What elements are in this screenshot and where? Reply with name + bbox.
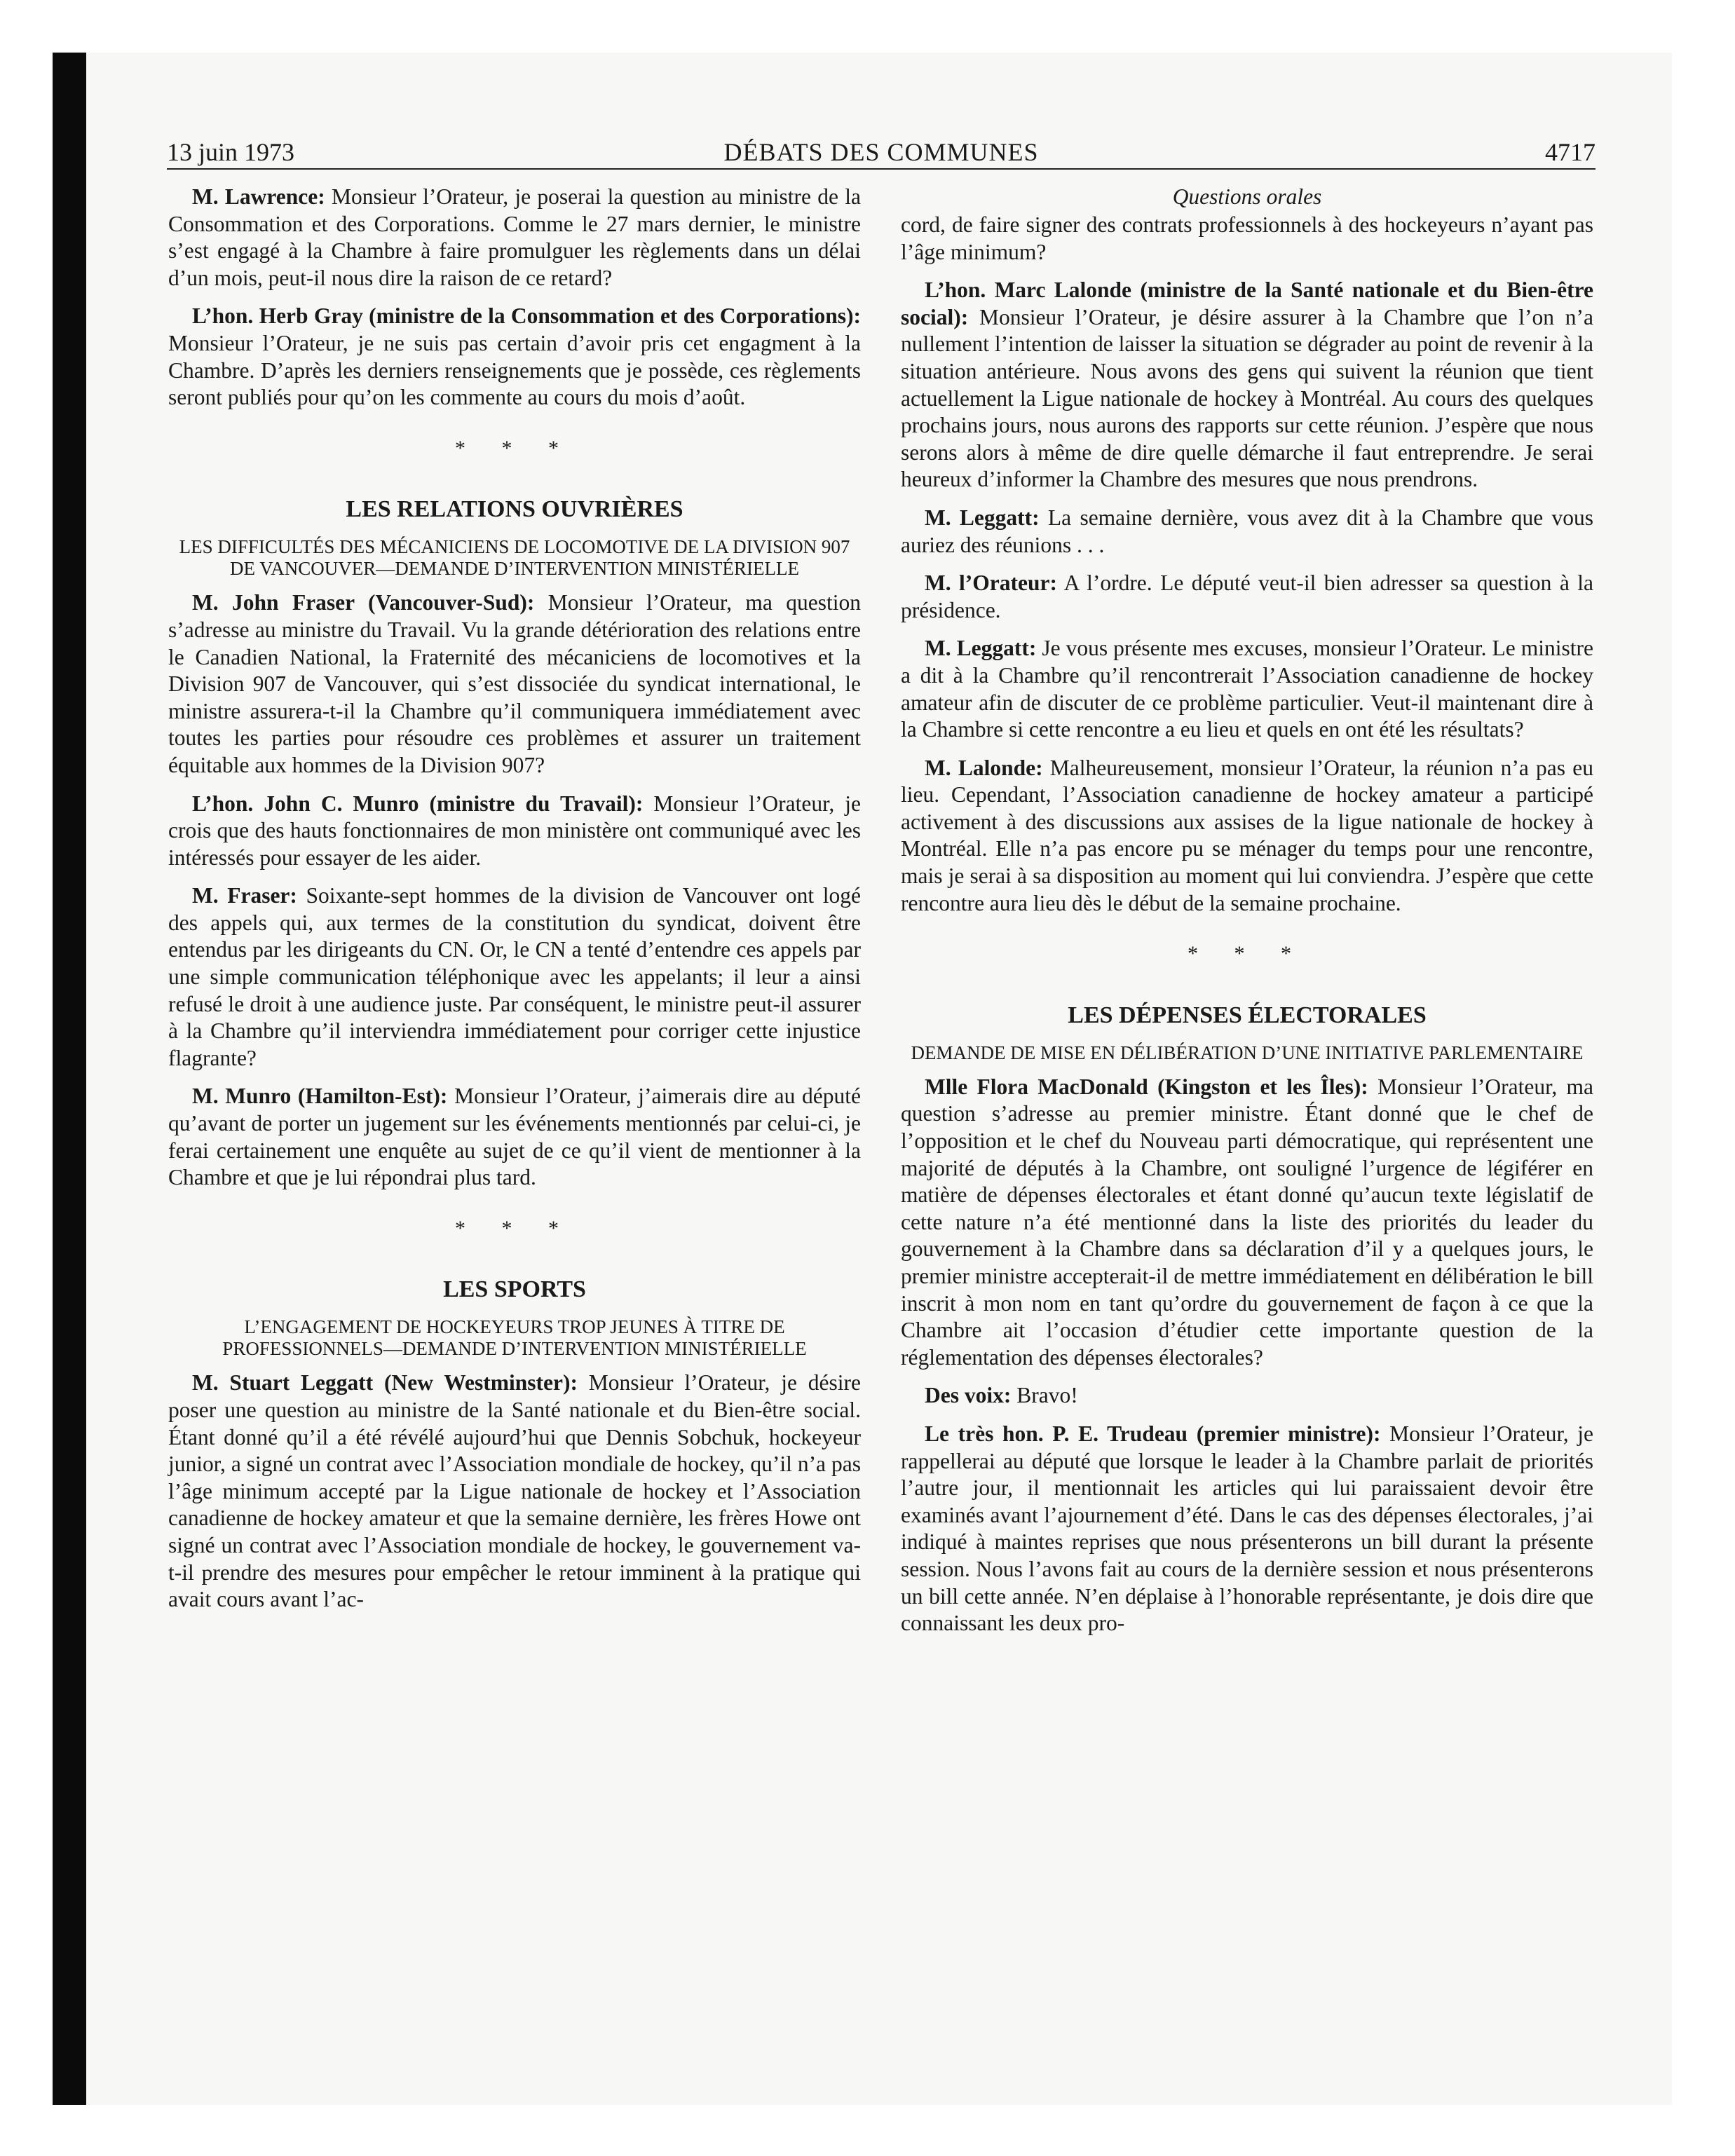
paragraph [901,635,1593,743]
header-date: 13 juin 1973 [167,138,295,166]
paragraph [901,1421,1593,1637]
speech-text: Monsieur l’Orateur, je poserai la question au ministre de la Consommation et des Corporations. Comme le 27 mars dernier, le ministre s’est engagé à la Chambre à faire promulguer les règlements dans un délai d’un mois, peut-il nous dire la raison de ce retard? [168,184,861,290]
speech-text: Monsieur l’Orateur, je ne suis pas certain d’avoir pris cet engagment à la Chambre. D’après les derniers renseignements que je possède, ces règlements seront publiés pour qu’on les commente au cours du mois d’août. [168,330,861,410]
column-section-label: Questions orales [1172,184,1322,209]
paragraph [168,791,861,872]
scan-edge-bar [53,53,86,2105]
speech-text: Monsieur l’Orateur, ma question s’adresse au premier ministre. Étant donné que le chef de l’opposition et le chef du Nouveau parti démocratique, qui représentent une majorité de députés à la Chambre, ont souligné l’urgence de légiférer en matière de dépenses électorales et étant donné qu’aucun texte législatif de cette nature n’a été mentionné dans la liste des priorités du leader du gouvernement à la Chambre dans sa déclaration d’il y a quelques jours, le premier ministre accepterait-il de mettre immédiatement en délibération le bill inscrit à mon nom en tant qu’ordre du gouvernement de façon à ce que la Chambre ait l’occasion d’étudier cette importante question de la réglementation des dépenses électorales? [901,1074,1593,1370]
speaker-name: M. Leggatt: [925,636,1037,661]
paragraph [168,303,861,411]
section-separator: * * * [1188,942,1307,966]
speech-text: A l’ordre. Le député veut-il bien adresser sa question à la présidence. [901,571,1593,622]
header-journal-title: DÉBATS DES COMMUNES [723,138,1039,166]
speech-text: Monsieur l’Orateur, je crois que des hauts fonctionnaires de mon ministère ont communiqué avec les intéressés pour essayer de les aider. [168,791,861,870]
speaker-name: M. Stuart Leggatt (New Westminster): [192,1370,578,1396]
speaker-name: Le très hon. P. E. Trudeau (premier ministre): [925,1421,1381,1446]
right-column [901,184,1593,1649]
speech-text: cord, de faire signer des contrats professionnels à des hockeyeurs n’ayant pas l’âge minimum? [901,212,1593,264]
speaker-name: L’hon. John C. Munro (ministre du Travail): [192,791,644,816]
paragraph [168,589,861,779]
speech-text: La semaine dernière, vous avez dit à la Chambre que vous auriez des réunions . . . [901,505,1593,557]
speech-text: Monsieur l’Orateur, je désire poser une question au ministre de la Santé nationale et du Bien-être social. Étant donné qu’il a été révélé aujourd’hui que Dennis Sobchuk, hockeyeur junior, a signé un contrat avec l’Association mondiale de hockey, qu’il n’a pas l’âge minimum accepté par la Ligue nationale de hockey et l’Association canadienne de hockey amateur et que la semaine dernière, les frères Howe ont signé un contrat avec l’Association mondiale de hockey, le gouvernement va-t-il prendre des mesures pour empêcher le retour imminent à la pratique qui avait cours avant l’ac- [168,1370,861,1612]
paragraph [901,570,1593,624]
speaker-name: L’hon. Herb Gray (ministre de la Consommation et des Corporations): [192,303,861,329]
paragraph [168,1370,861,1613]
paragraph [901,755,1593,917]
paragraph [168,184,861,292]
speaker-name: M. John Fraser (Vancouver-Sud): [192,590,535,615]
section-heading: LES DÉPENSES ÉLECTORALES [1068,1002,1427,1028]
section-subheading: L’ENGAGEMENT DE HOCKEYEURS TROP JEUNES À TITRE DE PROFESSIONNELS—DEMANDE D’INTERVENTION MINISTÉRIELLE [222,1316,807,1360]
speech-text: Soixante-sept hommes de la division de Vancouver ont logé des appels qui, aux termes de la constitution du syndicat, doivent être entendus par les dirigeants du CN. Or, le CN a tenté d’entendre ces appels par une simple communication téléphonique avec les appelants; il leur a ainsi refusé le droit à une audience juste. Par conséquent, le ministre peut-il assurer à la Chambre qu’il interviendra immédiatement pour corriger cette injustice flagrante? [168,883,862,1070]
paragraph [901,1382,1593,1410]
paragraph [901,1074,1593,1372]
paragraph [168,882,861,1072]
paragraph [168,1083,861,1191]
speech-text: Malheureusement, monsieur l’Orateur, la réunion n’a pas eu lieu. Cependant, l’Association canadienne de hockey amateur a participé activement à des discussions aux assises de la ligue nationale de hockey à Montréal. Elle n’a pas encore pu se ménager du temps pour une rencontre, mais je serai à sa disposition au moment qui lui conviendra. J’espère que cette rencontre aura lieu dès le début de la semaine prochaine. [901,755,1593,915]
speaker-name: Mlle Flora MacDonald (Kingston et les Îles): [925,1074,1368,1099]
speech-text: Bravo! [1011,1383,1078,1408]
speech-text: Monsieur l’Orateur, j’aimerais dire au député qu’avant de porter un jugement sur les événements mentionnés par celui-ci, je ferai certainement une enquête au sujet de ce qu’il vient de mentionner à la Chambre et que je lui répondrai plus tard. [168,1084,861,1190]
speaker-name: M. l’Orateur: [925,571,1057,596]
running-head [167,137,1595,168]
speaker-name: L’hon. Marc Lalonde (ministre de la Santé nationale et du Bien-être social): [901,278,1593,329]
speech-text: Monsieur l’Orateur, je rappellerai au député que lorsque le leader à la Chambre parlait de priorités l’autre jour, il mentionnait les articles qui lui paraissaient devoir être examinés avant l’ajournement d’été. Dans le cas des dépenses électorales, j’ai indiqué à maintes reprises que nous présenterons un bill durant la présente session. Nous l’avons fait au cours de la dernière session et nous présenterons un bill cette année. N’en déplaise à l’honorable représentante, je dois dire que connaissant les deux pro- [901,1421,1593,1636]
paragraph [901,505,1593,559]
speaker-name: M. Munro (Hamilton-Est): [192,1084,448,1109]
paragraph [901,277,1593,493]
speech-text: Monsieur l’Orateur, ma question s’adresse au ministre du Travail. Vu la grande détérioration des relations entre le Canadien National, la Fraternité des mécaniciens de locomotives et la Division 907 de Vancouver, qui s’est dissociée du syndicat international, le ministre assurera-t-il la Chambre qu’il communiquera immédiatement avec toutes les parties pour résoudre ces problèmes et assurer un traitement équitable aux hommes de la Division 907? [168,590,862,777]
section-subheading: DEMANDE DE MISE EN DÉLIBÉRATION D’UNE INITIATIVE PARLEMENTAIRE [911,1042,1584,1063]
section-separator: * * * [455,436,574,460]
header-rule [167,168,1595,170]
speech-text: Je vous présente mes excuses, monsieur l’Orateur. Le ministre a dit à la Chambre qu’il rencontrerait l’Association canadienne de hockey amateur afin de discuter de ce problème particulier. Veut-il maintenant dire à la Chambre si cette rencontre a eu lieu et quels en ont été les résultats? [901,636,1594,742]
section-heading: LES RELATIONS OUVRIÈRES [346,496,683,523]
left-column [168,184,861,1625]
speech-text: Monsieur l’Orateur, je désire assurer à la Chambre que l’on n’a nullement l’intention de laisser la situation se dégrader au point de revenir à la situation antérieure. Nous avons des gens qui suivent la réunion que tient actuellement la Ligue nationale de hockey à Montréal. Au cours des quelques prochains jours, nous aurons des rapports sur cette réunion. J’espère que nous serons alors à même de dire quelle démarche il faut entreprendre. Je serai heureux d’informer la Chambre des mesures que nous prendrons. [901,304,1593,492]
paragraph [901,212,1593,266]
speaker-name: Des voix: [925,1383,1012,1408]
speaker-name: M. Leggatt: [925,505,1040,530]
speaker-name: M. Lalonde: [925,755,1043,780]
speaker-name: M. Fraser: [192,883,297,908]
header-page-number: 4717 [1545,138,1595,166]
section-heading: LES SPORTS [443,1276,586,1303]
speaker-name: M. Lawrence: [192,184,325,209]
section-separator: * * * [455,1216,574,1240]
section-subheading: LES DIFFICULTÉS DES MÉCANICIENS DE LOCOMOTIVE DE LA DIVISION 907 DE VANCOUVER—DEMANDE D’INTERVENTION MINISTÉRIELLE [179,536,850,580]
